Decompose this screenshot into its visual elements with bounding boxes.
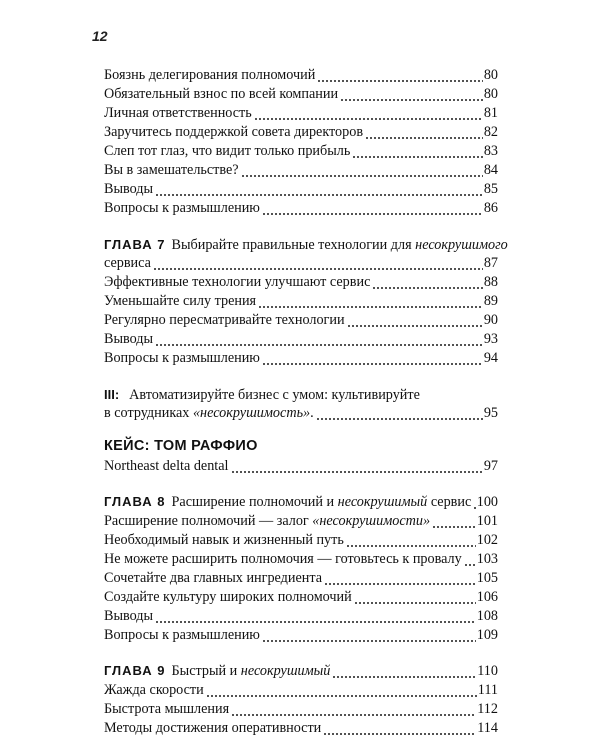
- toc-entry-title: Выводы: [104, 181, 154, 197]
- toc-entry-title: Выводы: [104, 608, 154, 624]
- toc-entry-title: Быстрота мышления: [104, 701, 230, 717]
- toc-entry-title: Выводы: [104, 331, 154, 347]
- toc-entry-page: 106: [476, 589, 498, 605]
- toc-entry[interactable]: [104, 311, 498, 330]
- dot-leader: [231, 700, 476, 719]
- toc-entry-page: 80: [483, 86, 498, 102]
- toc-entry-title: Слеп тот глаз, что видит только прибыль: [104, 143, 351, 159]
- toc-entry-page: 108: [476, 608, 498, 624]
- dot-leader: [262, 349, 483, 368]
- toc-entry-title: Методы достижения оперативности: [104, 720, 322, 736]
- toc-entry[interactable]: [104, 66, 498, 85]
- toc-entry-page: 85: [483, 181, 498, 197]
- table-of-contents: [104, 66, 508, 738]
- toc-entry-title: Вопросы к размышлению: [104, 200, 260, 216]
- toc-entry-title: Вопросы к размышлению: [104, 350, 260, 366]
- toc-entry-page: 103: [476, 551, 498, 567]
- toc-section-3: [104, 531, 498, 645]
- chapter-label: ГЛАВА 9: [104, 663, 166, 678]
- toc-entry[interactable]: [104, 292, 498, 311]
- toc-entry[interactable]: [104, 273, 498, 292]
- toc-entry[interactable]: [104, 85, 498, 104]
- toc-entry-title: Создайте культуру широких полномочий: [104, 589, 352, 605]
- toc-entry-title: Обязательный взнос по всей компании: [104, 86, 339, 102]
- toc-entry-page: 112: [477, 701, 498, 717]
- toc-entry[interactable]: [104, 607, 498, 626]
- toc-entry[interactable]: [104, 588, 498, 607]
- toc-entry[interactable]: [104, 719, 498, 738]
- chapter-7-heading[interactable]: ГЛАВА 7 Выбирайте правильные технологии для несокрушимого: [104, 237, 508, 253]
- page-number: 12: [92, 28, 108, 44]
- dot-leader: [206, 681, 477, 700]
- chapter-9-heading[interactable]: ГЛАВА 9 Быстрый и несокрушимый 110: [104, 663, 498, 679]
- toc-entry-title: Жажда скорости: [104, 682, 204, 698]
- toc-entry-title: Не можете расширить полномочия — готовьтесь к провалу: [104, 551, 462, 567]
- dot-leader: [365, 123, 483, 142]
- dot-leader: [340, 85, 483, 104]
- toc-entry-page: 111: [477, 682, 498, 698]
- toc-entry-page: 82: [483, 124, 498, 140]
- toc-entry-page: 86: [483, 200, 498, 216]
- toc-entry[interactable]: [104, 349, 498, 368]
- dot-leader: [155, 180, 483, 199]
- dot-leader: [347, 311, 483, 330]
- toc-entry[interactable]: [104, 531, 498, 550]
- toc-entry-page: 80: [483, 67, 498, 83]
- dot-leader: [241, 161, 483, 180]
- toc-entry-page: 84: [483, 162, 498, 178]
- dot-leader: [155, 330, 483, 349]
- toc-entry[interactable]: сервиса 87: [104, 255, 498, 271]
- toc-entry-title: Регулярно пересматривайте технологии: [104, 312, 345, 328]
- dot-leader: [354, 588, 476, 607]
- toc-entry-page: 114: [477, 720, 498, 736]
- dot-leader: [262, 199, 483, 218]
- toc-entry[interactable]: [104, 180, 498, 199]
- dot-leader: [323, 719, 476, 738]
- toc-entry-title: Уменьшайте силу трения: [104, 293, 257, 309]
- toc-entry-page: 81: [483, 105, 498, 121]
- toc-entry-page: 109: [476, 627, 498, 643]
- toc-entry-page: 105: [476, 570, 498, 586]
- dot-leader: [258, 292, 483, 311]
- toc-entry-title: Сочетайте два главных ингредиента: [104, 570, 323, 586]
- case-heading: КЕЙС: ТОМ РАФФИО: [104, 438, 258, 454]
- toc-entry-page: 93: [483, 331, 498, 347]
- toc-entry-page: 88: [483, 274, 498, 290]
- toc-entry-page: 90: [483, 312, 498, 328]
- dot-leader: [352, 142, 482, 161]
- toc-section-4: [104, 681, 498, 738]
- toc-entry[interactable]: [104, 700, 498, 719]
- toc-entry-title: Вы в замешательстве?: [104, 162, 239, 178]
- toc-entry-title: Личная ответственность: [104, 105, 252, 121]
- dot-leader: [317, 66, 483, 85]
- toc-entry-title: Боязнь делегирования полномочий: [104, 67, 316, 83]
- dot-leader: [155, 607, 476, 626]
- toc-entry[interactable]: [104, 569, 498, 588]
- toc-entry[interactable]: [104, 199, 498, 218]
- toc-entry[interactable]: Расширение полномочий — залог «несокрушимости» 101: [104, 513, 498, 529]
- toc-entry-page: 102: [476, 532, 498, 548]
- dot-leader: [254, 104, 483, 123]
- toc-section-2: [104, 273, 498, 368]
- toc-entry[interactable]: [104, 142, 498, 161]
- toc-entry[interactable]: Northeast delta dental 97: [104, 458, 498, 474]
- toc-entry-title: Вопросы к размышлению: [104, 627, 260, 643]
- toc-entry[interactable]: [104, 550, 498, 569]
- toc-entry[interactable]: в сотрудниках «несокрушимость». 95: [104, 405, 498, 421]
- toc-entry[interactable]: [104, 161, 498, 180]
- toc-entry-page: 83: [483, 143, 498, 159]
- dot-leader: [346, 531, 476, 550]
- part-label: III:: [104, 387, 120, 402]
- chapter-label: ГЛАВА 8: [104, 494, 166, 509]
- toc-entry[interactable]: [104, 123, 498, 142]
- toc-entry[interactable]: [104, 681, 498, 700]
- toc-entry[interactable]: [104, 330, 498, 349]
- toc-entry-title: Необходимый навык и жизненный путь: [104, 532, 344, 548]
- dot-leader: [324, 569, 476, 588]
- dot-leader: [464, 550, 476, 569]
- chapter-label: ГЛАВА 7: [104, 237, 166, 252]
- part-3-heading[interactable]: III: Автоматизируйте бизнес с умом: культивируйте: [104, 387, 420, 403]
- toc-section-1: [104, 66, 498, 218]
- chapter-8-heading[interactable]: ГЛАВА 8 Расширение полномочий и несокрушимый сервис 100: [104, 494, 498, 510]
- toc-entry-title: Заручитесь поддержкой совета директоров: [104, 124, 364, 140]
- dot-leader: [372, 273, 482, 292]
- toc-entry[interactable]: [104, 104, 498, 123]
- dot-leader: [262, 626, 476, 645]
- toc-entry-page: 94: [483, 350, 498, 366]
- toc-entry[interactable]: [104, 626, 498, 645]
- toc-entry-title: Эффективные технологии улучшают сервис: [104, 274, 371, 290]
- toc-entry-page: 89: [483, 293, 498, 309]
